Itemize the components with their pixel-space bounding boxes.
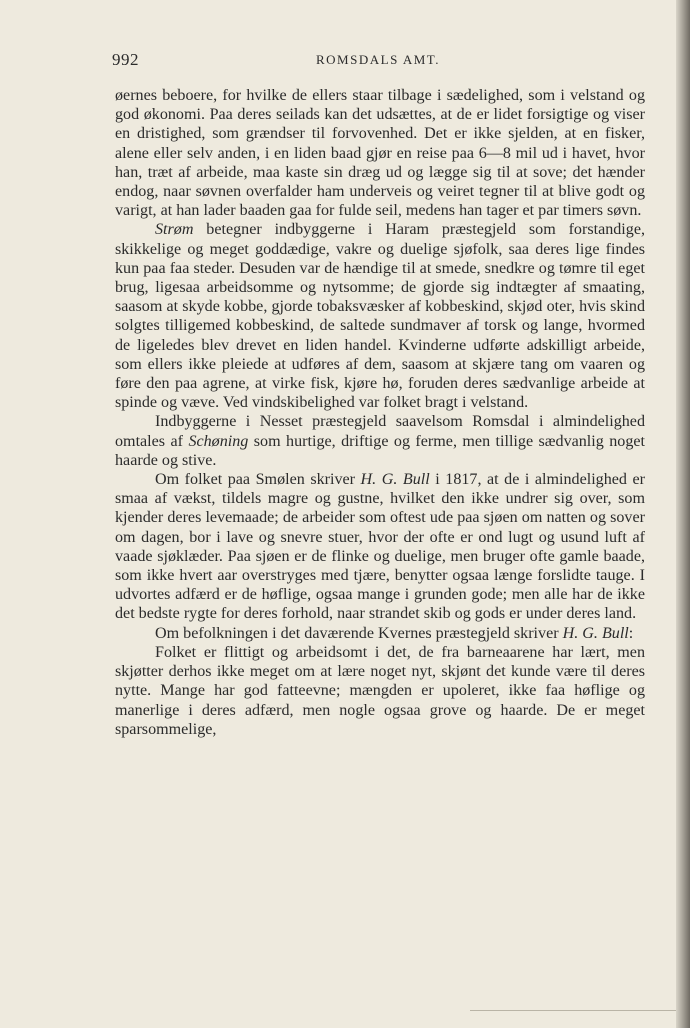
paragraph-1	[115, 86, 645, 220]
paragraph-2	[115, 220, 645, 412]
bottom-rule	[470, 1010, 676, 1011]
paragraph-5	[115, 624, 645, 643]
paragraph-5-text: :	[628, 624, 634, 642]
paragraph-6	[115, 643, 645, 739]
page-number: 992	[112, 50, 139, 69]
paragraph-3-pre: Indbyggerne i Nesset præstegjeld saavelsom Romsdal i almindelighed omtales af	[115, 413, 645, 450]
author-bull-2: H. G. Bull	[562, 624, 629, 642]
paragraph-1-text: øernes beboere, for hvilke de ellers staar tilbage i sædelighed, som i velstand og god økonomi. Paa deres seilads kan det udsættes, at de er lidet forsigtige og viser en dristighed, som grændser til forvovenhed. Det er ikke sjelden, at en fisker, alene eller selv anden, i en liden baad gjør en reise paa 6—8 mil ud i havet, hvor han, træt af arbeide, maa kaste sin dræg ud og lægge sig til at sove; det hænder endog, naar søvnen overfalder ham underveis og veiret tegner til at blive godt og varigt, at han lader baaden gaa for fulde seil, medens han tager et par timers søvn.	[115, 87, 645, 220]
author-strom: Strøm	[155, 221, 194, 239]
page-edge	[676, 0, 690, 1028]
paragraph-3	[115, 412, 645, 470]
running-title: ROMSDALS AMT.	[316, 52, 441, 67]
body-text	[115, 86, 645, 739]
paragraph-5-pre: Om befolkningen i det daværende Kvernes præstegjeld skriver	[155, 624, 563, 642]
paragraph-4-pre: Om folket paa Smølen skriver	[155, 471, 361, 489]
paragraph-6-text: Folket er flittigt og arbeidsomt i det, de fra barneaarene har lært, men skjøtter derhos ikke meget om at lære noget nyt, skjønt det kunde være til deres nytte. Mange har god fatteevne; mængden er upoleret, ikke faa høflige og manerlige i deres adfærd, men nogle ogsaa grove og haarde. De er meget sparsommelige,	[115, 643, 645, 738]
author-bull: H. G. Bull	[360, 471, 430, 489]
paragraph-2-text: betegner indbyggerne i Haram præstegjeld som forstandige, skikkelige og meget goddædige, vakre og duelige sjøfolk, saa deres lige findes kun paa faa steder. Desuden var de hændige til at smede, snedkre og tømre til eget brug, ligesaa arbeidsomme og nytsomme; de gjorde sig indtægter af smaating, saasom at skyde kobbe, gjorde tobaksvæsker af kobbeskind, skjød oter, hvis skind solgtes tilligemed kobbeskind, de saltede sundmaver af torsk og lange, hvormed de ligeledes blev drevet en liden handel. Kvinderne udførte adskilligt arbeide, som ellers ikke pleiede at udføres af dem, saasom at skjære tang om vaaren og føre den paa agrene, at virke fisk, kjøre hø, foruden deres sædvanlige arbeide at spinde og væve. Ved vindskibelighed var folket bragt i velstand.	[115, 221, 645, 412]
paragraph-4-text: i 1817, at de i almindelighed er smaa af vækst, tildels magre og gustne, hvilket den ikke undrer sig over, som kjender deres levemaade; de arbeider som oftest ude paa sjøen om natten og sover om dagen, bor i lave og snevre stuer, hvor der ofte er ond lugt og usund luft af vaade sjøklæder. Paa sjøen er de flinke og duelige, men bruger ofte gamle baade, som ikke hvert aar overstryges med tjære, benytter ogsaa længe forslidte tauge. I udvortes adfærd er de høflige, ogsaa mange i grunden gode; men alle har de ikke det bedste rygte for deres forhold, naar strandet skib og gods er under deres land.	[115, 471, 645, 623]
paragraph-3-text: som hurtige, driftige og ferme, men tillige sædvanlig noget haarde og stive.	[115, 432, 645, 469]
author-schoning: Schøning	[188, 432, 249, 450]
paragraph-4	[115, 470, 645, 624]
page-header	[112, 50, 642, 72]
